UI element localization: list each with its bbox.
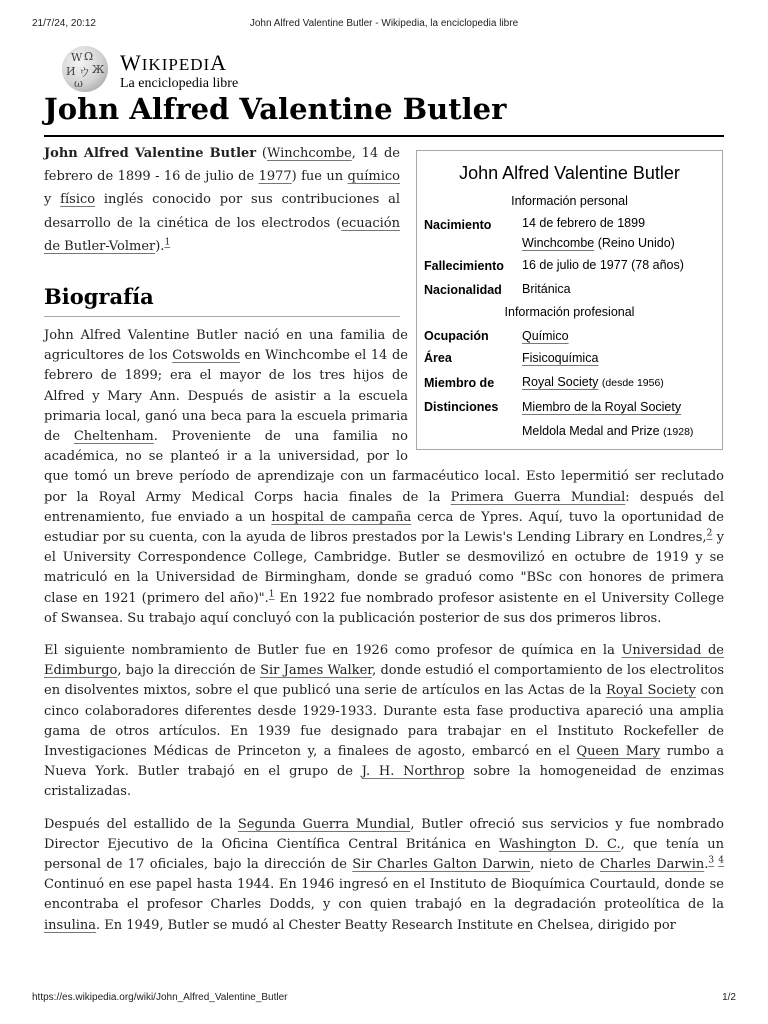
- infobox-award-1: [522, 400, 681, 414]
- wikipedia-globe-icon: [62, 46, 108, 92]
- link-segunda-guerra-mundial[interactable]: Segunda Guerra Mundial: [237, 816, 411, 832]
- intro-text: , 14 de febrero de 1899 - 16 de julio de: [44, 146, 400, 185]
- bio-text: John Alfred Valentine Butler nació en una familia de agricultores de los: [44, 328, 408, 364]
- reference-1[interactable]: 1: [164, 237, 171, 248]
- infobox-label-awards: Distinciones: [424, 400, 499, 414]
- bio-text: , Butler ofreció sus servicios y fue nombrado Director Ejecutivo de la Oficina Científica Central Británica en: [44, 816, 724, 852]
- infobox-label-death: Fallecimiento: [424, 259, 504, 273]
- link-charles-galton-darwin[interactable]: Sir Charles Galton Darwin: [352, 857, 531, 873]
- bio-text: y el University Correspondence College, Cambridge. Butler se desmovilizó en octubre de 1919 y se matriculó en la Universidad de Birmingham, donde se graduó como "BSc con honores de primera clase en 1921 (primero del año)".: [44, 530, 724, 606]
- infobox-occupation-value: [522, 329, 569, 343]
- intro-paragraph: [44, 142, 400, 258]
- bio-text: .: [704, 857, 709, 873]
- bio-text: cerca de Ypres. Aquí, tuvo la oportunidad de estudiar por su cuenta, con la ayuda de libros prestados por la Lewis's Lending Library en Londres,: [44, 509, 724, 546]
- infobox-award-2-year: (1928): [663, 426, 694, 438]
- intro-text: (: [256, 146, 267, 161]
- wordmark-first: W: [120, 50, 142, 75]
- link-winchcombe[interactable]: Winchcombe: [267, 146, 352, 161]
- print-url: https://es.wikipedia.org/wiki/John_Alfred_Valentine_Butler: [32, 992, 288, 1003]
- intro-text: inglés conocido por sus contribuciones al desarrollo de la cinética de los electrodos (: [44, 192, 400, 231]
- bio-text: El siguiente nombramiento de Butler fue en 1926 como profesor de química en la: [44, 643, 622, 659]
- intro-text: ) fue un: [291, 169, 348, 185]
- intro-text: y: [44, 192, 61, 208]
- link-hospital-de-campana[interactable]: hospital de campaña: [271, 509, 412, 525]
- globe-glyph: ω: [74, 77, 83, 90]
- link-primera-guerra-mundial[interactable]: Primera Guerra Mundial: [450, 489, 626, 505]
- globe-glyph: ウ: [79, 66, 90, 79]
- globe-glyph: Ω: [84, 50, 94, 63]
- title-divider: [44, 135, 724, 137]
- bio-text: Continuó en ese papel hasta 1944. En 1946 ingresó en el Instituto de Bioquímica Courtauld, donde se encontraba el profesor Charles Dodds, y con quien trabajó en la degradación proteolítica de la: [44, 877, 724, 913]
- infobox-death-value: 16 de julio de 1977 (78 años): [522, 258, 684, 272]
- infobox-birth-date: 14 de febrero de 1899: [522, 216, 646, 230]
- bio-text: sobre la homogeneidad de enzimas cristalizadas.: [44, 764, 725, 800]
- link-fisico[interactable]: físico: [60, 192, 96, 208]
- print-page-title: John Alfred Valentine Butler - Wikipedia, la enciclopedia libre: [249, 18, 519, 29]
- bio-text: , nieto de: [530, 857, 600, 873]
- bio-text: con cinco colaboradores diferentes desde 1929-1933. Durante esta fase productiva apareció una amplia gama de otros artículos. En 1939 fue designado para trabajar en el Instituto Rockefeller de Investigaciones Médicas de Princeton y, a finalees de agosto, embarcó en el: [44, 683, 724, 760]
- infobox-label-area: Área: [424, 351, 452, 365]
- intro-lead: John Alfred Valentine Butler: [44, 146, 257, 161]
- print-datetime: 21/7/24, 20:12: [32, 18, 96, 29]
- link-universidad-de-edimburgo[interactable]: Universidad de Edimburgo: [44, 643, 725, 679]
- infobox-header-personal: Información personal: [511, 194, 628, 208]
- infobox-award-2: [522, 424, 693, 438]
- bio-text: , que tenía un personal de 17 oficiales, bajo la dirección de: [44, 836, 724, 873]
- link-charles-darwin[interactable]: Charles Darwin: [600, 857, 705, 873]
- bio-text: en Winchcombe el 14 de febrero de 1899; era el mayor de los tres hijos de Alfred y Mary Ann. Después de asistir a la escuela primaria local, ganó una beca para la escuela primaria de: [44, 348, 409, 445]
- bio-text: En 1922 fue nombrado profesor asistente en el University College of Swansea. Su trabajo aquí concluyó con la publicación posterior de sus dos primeros libros.: [44, 590, 725, 626]
- wikipedia-wordmark: [120, 50, 227, 76]
- reference-2[interactable]: 2: [706, 528, 713, 539]
- link-infobox-quimico[interactable]: Químico: [522, 329, 569, 343]
- infobox-area-value: [522, 351, 598, 365]
- link-washington-dc[interactable]: Washington D. C.: [499, 836, 621, 852]
- print-page-number: 1/2: [722, 992, 736, 1003]
- reference-3[interactable]: 3: [708, 855, 715, 866]
- wikipedia-tagline: La enciclopedia libre: [120, 76, 239, 91]
- link-infobox-miembro-royal-society[interactable]: Miembro de la Royal Society: [522, 400, 682, 414]
- bio-text: Después del estallido de la: [44, 816, 238, 832]
- bio-text: . En 1949, Butler se mudó al Chester Beatty Research Institute en Chelsea, dirigido por: [96, 917, 676, 933]
- wordmark-middle: IKIPEDI: [141, 55, 211, 74]
- wikipedia-logo[interactable]: [62, 44, 242, 94]
- infobox-member-note: (desde 1956): [601, 377, 664, 389]
- link-sir-james-walker[interactable]: Sir James Walker: [260, 663, 373, 679]
- infobox-award-2-name: Meldola Medal and Prize: [522, 424, 660, 438]
- infobox-label-occupation: Ocupación: [424, 329, 489, 343]
- infobox-nationality-value: Británica: [522, 282, 571, 296]
- infobox-birth-place: [522, 236, 675, 250]
- globe-glyph: Ж: [92, 63, 105, 76]
- bio-text: , donde estudió el comportamiento de los electrolitos en disolventes mixtos, sobre el que publicó una serie de artículos en las Actas de la: [44, 663, 724, 699]
- section-divider: [44, 316, 400, 317]
- bio-text: rumbo a Nueva York. Butler trabajó en el grupo de: [44, 744, 725, 780]
- infobox-label-birth: Nacimiento: [424, 218, 492, 232]
- wordmark-last: A: [210, 50, 228, 75]
- reference-4[interactable]: 4: [718, 855, 725, 866]
- section-heading-biografia: Biografía: [44, 284, 154, 309]
- bio-text: , bajo la dirección de: [117, 663, 261, 679]
- bio-text: . Proveniente de una familia no académica, no se planteó ir a la universidad, por lo que tomó un breve período de aprendizaje con un farmacéutico local. Esto lepermitió ser reclutado por la Royal Army Medical Corps hacia finales de la: [44, 429, 724, 505]
- infobox: [416, 150, 723, 450]
- infobox-header-professional: Información profesional: [504, 305, 635, 319]
- link-quimico[interactable]: químico: [347, 169, 400, 185]
- infobox-label-nationality: Nacionalidad: [424, 283, 502, 297]
- infobox-title: John Alfred Valentine Butler: [459, 163, 680, 183]
- reference-1[interactable]: 1: [268, 589, 275, 600]
- infobox-birth-country: (Reino Unido): [594, 236, 675, 250]
- globe-glyph: W: [71, 51, 83, 64]
- link-jh-northrop[interactable]: J. H. Northrop: [361, 764, 465, 780]
- bio-paragraph-2: [44, 641, 724, 803]
- link-infobox-winchcombe[interactable]: Winchcombe: [522, 236, 595, 250]
- link-cotswolds[interactable]: Cotswolds: [172, 348, 240, 364]
- bio-text: : después del entrenamiento, fue enviado a un: [44, 489, 724, 525]
- infobox-label-member: Miembro de: [424, 376, 495, 390]
- link-butler-volmer[interactable]: ecuación de Butler-Volmer: [44, 215, 400, 254]
- article-title: John Alfred Valentine Butler: [44, 92, 507, 126]
- link-1977[interactable]: 1977: [258, 169, 292, 185]
- globe-glyph: И: [66, 65, 76, 78]
- link-infobox-royal-society[interactable]: Royal Society: [522, 375, 599, 389]
- link-cheltenham[interactable]: Cheltenham: [73, 429, 154, 445]
- link-infobox-fisicoquimica[interactable]: Fisicoquímica: [522, 351, 599, 365]
- link-queen-mary[interactable]: Queen Mary: [576, 744, 661, 760]
- intro-text: ).: [155, 238, 165, 254]
- infobox-member-value: [522, 375, 664, 389]
- bio-paragraph-3: [44, 815, 724, 936]
- link-insulina[interactable]: insulina: [44, 917, 97, 933]
- link-royal-society[interactable]: Royal Society: [606, 683, 696, 699]
